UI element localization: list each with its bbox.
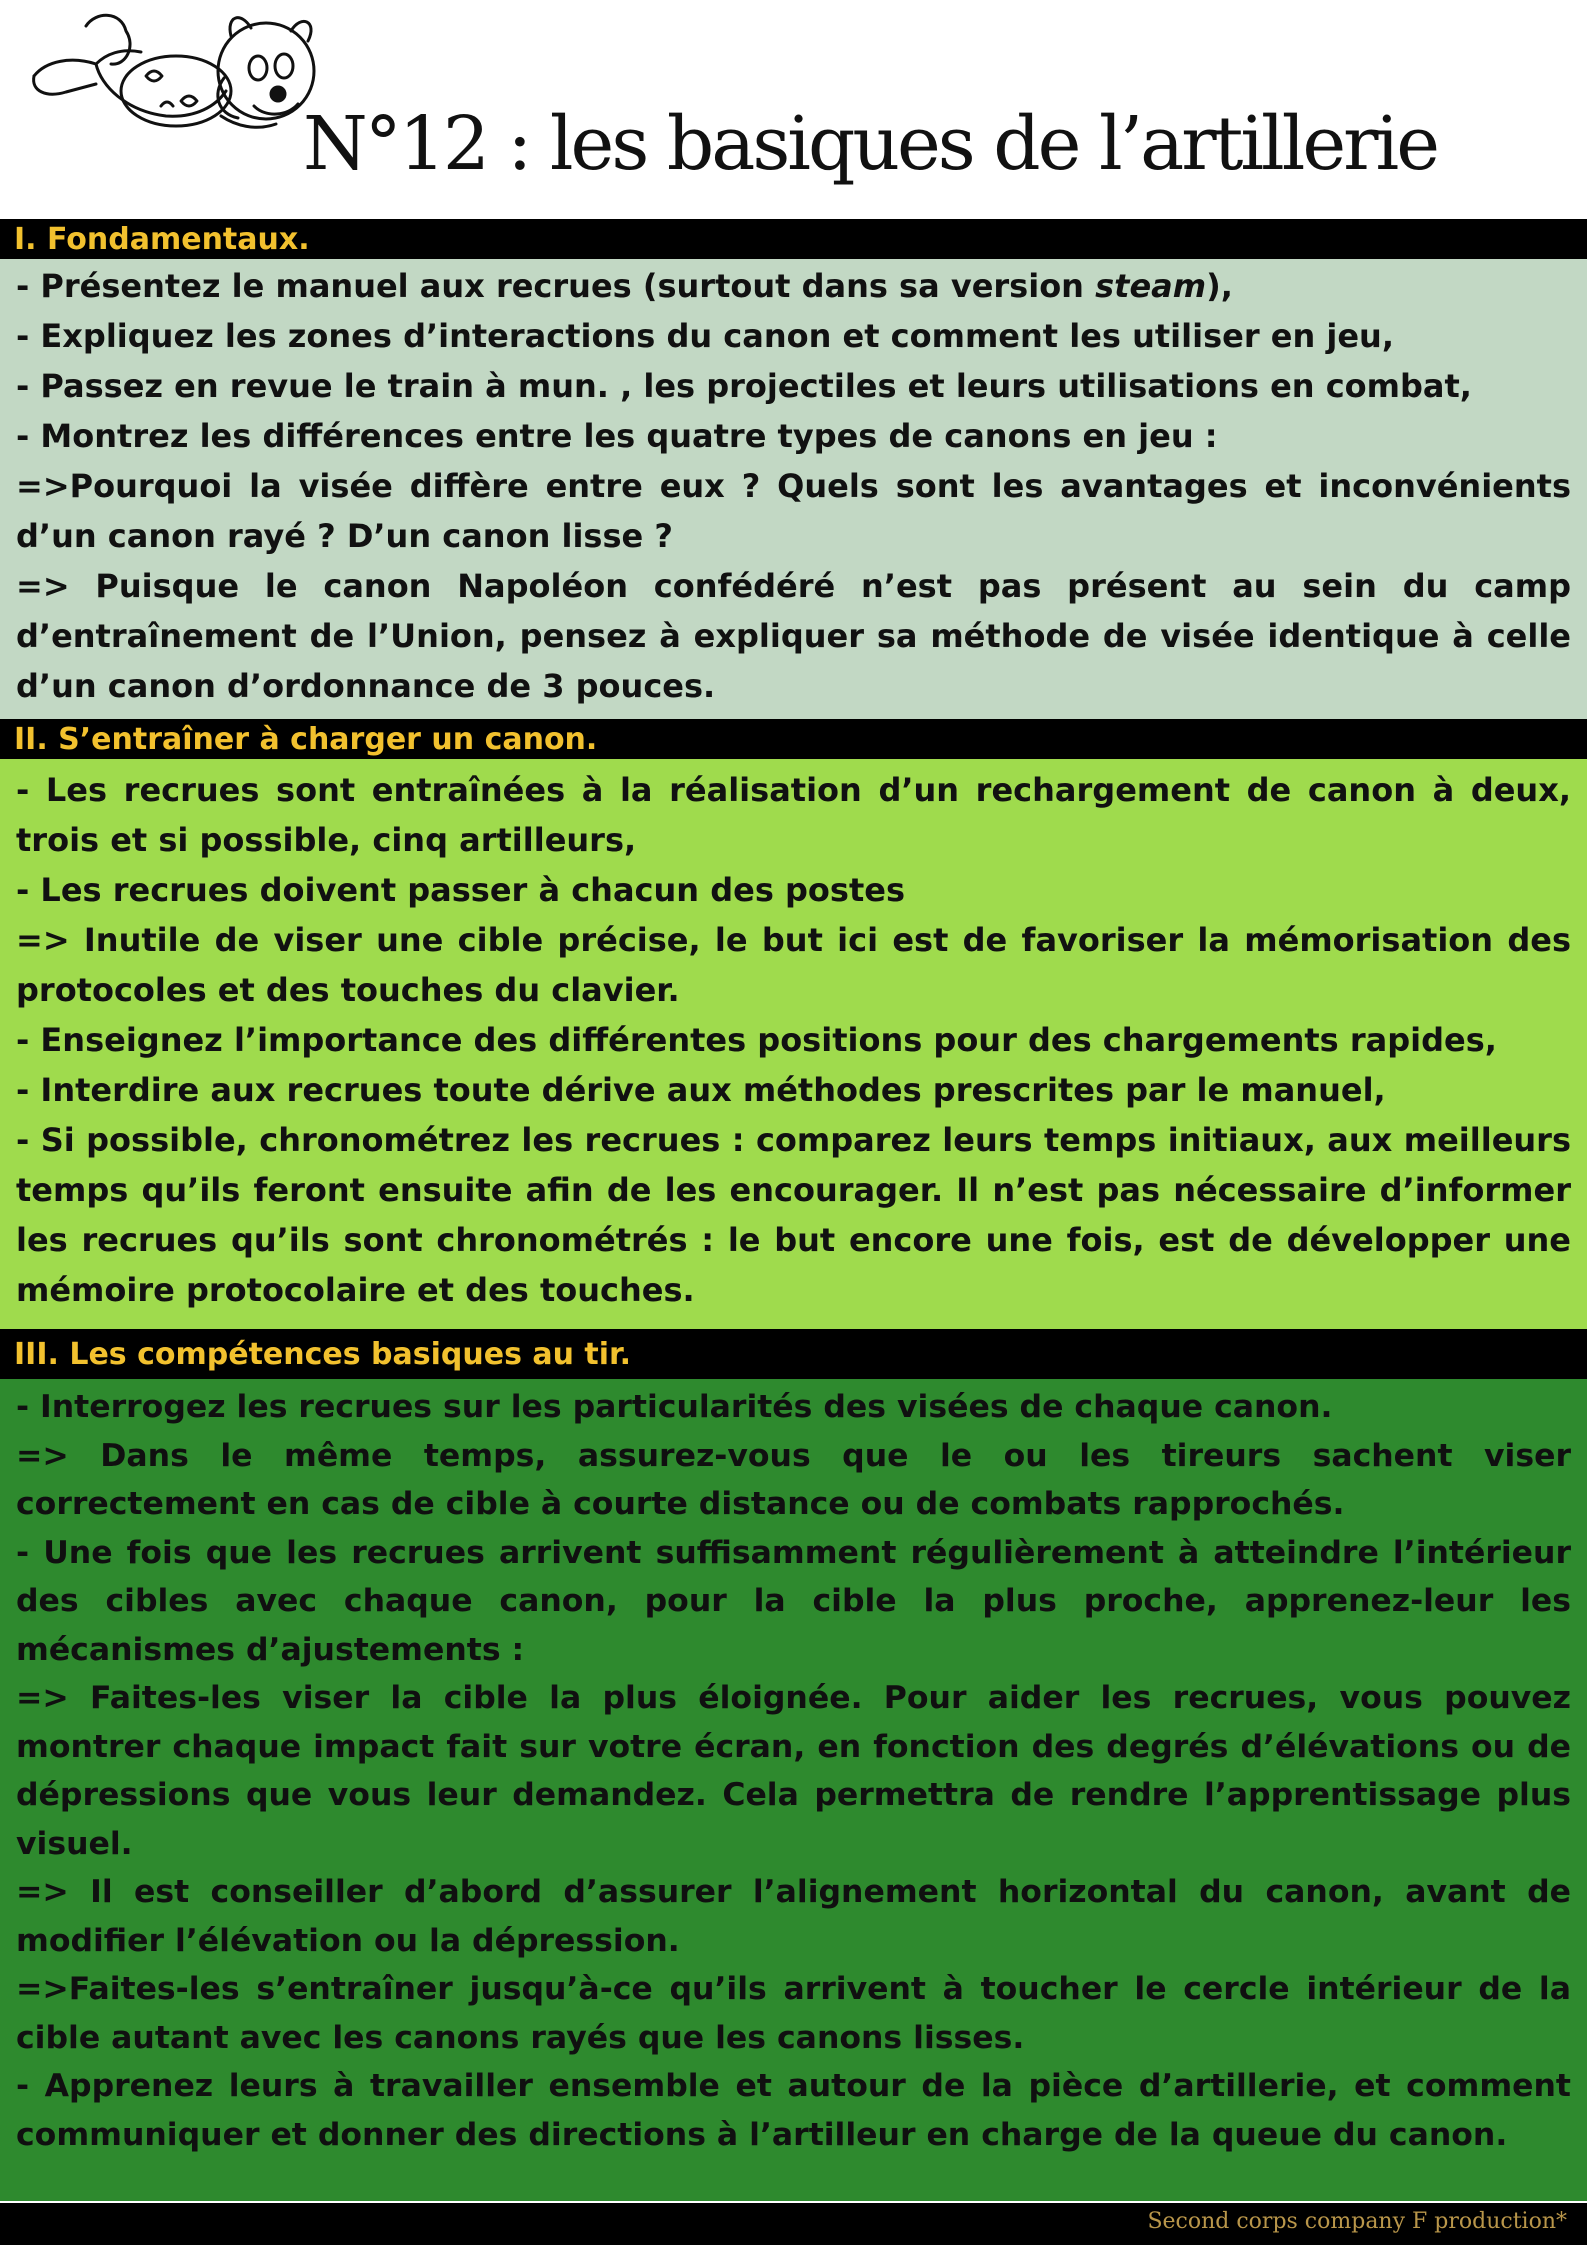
- bullet-line: => Puisque le canon Napoléon confédéré n’est pas présent au sein du camp d’entraînement de l’Union, pensez à expliquer sa méthode de visée identique à celle d’un canon d’ordonnance de 3 pouces.: [16, 567, 1571, 705]
- bullet-line: - Montrez les différences entre les quatre types de canons en jeu :: [16, 417, 1218, 455]
- page-header: [0, 0, 1587, 220]
- page-footer: [0, 2203, 1587, 2245]
- bullet-line: =>Pourquoi la visée diffère entre eux ? Quels sont les avantages et inconvénients d’un canon rayé ? D’un canon lisse ?: [16, 467, 1571, 555]
- bullet-line: - Passez en revue le train à mun. , les projectiles et leurs utilisations en combat,: [16, 367, 1472, 405]
- bullet-line: - Une fois que les recrues arrivent suffisamment régulièrement à atteindre l’intérieur des cibles avec chaque canon, pour la cible la plus proche, apprenez-leur les mécanismes d’ajustements :: [16, 1534, 1571, 1668]
- bullet-line: => Faites-les viser la cible la plus éloignée. Pour aider les recrues, vous pouvez montrer chaque impact fait sur votre écran, en fonction des degrés d’élévations ou de dépressions que vous leur demandez. Cela permettra de rendre l’apprentissage plus visuel.: [16, 1680, 1571, 1862]
- section-body: [0, 1379, 1587, 2201]
- bullet-line: - Les recrues sont entraînées à la réalisation d’un rechargement de canon à deux, trois et si possible, cinq artilleurs,: [16, 771, 1571, 859]
- section-body: [0, 259, 1587, 719]
- bullet-line: => Dans le même temps, assurez-vous que le ou les tireurs sachent viser correctement en cas de cible à courte distance ou de combats rapprochés.: [16, 1437, 1571, 1522]
- section-chargement: [0, 719, 1587, 1329]
- bullet-line: - Les recrues doivent passer à chacun des postes: [16, 871, 905, 909]
- bullet-line: - Si possible, chronométrez les recrues : comparez leurs temps initiaux, aux meilleurs temps qu’ils feront ensuite afin de les encourager. Il n’est pas nécessaire d’informer les recrues qu’ils sont chronométrés : le but encore une fois, est de développer une mémoire protocolaire et des touches.: [16, 1121, 1571, 1309]
- bullet-line: => Inutile de viser une cible précise, le but ici est de favoriser la mémorisation des protocoles et des touches du clavier.: [16, 921, 1571, 1009]
- section-tir: [0, 1329, 1587, 2201]
- bullet-line: - Enseignez l’importance des différentes positions pour des chargements rapides,: [16, 1021, 1497, 1059]
- bullet-line: =>Faites-les s’entraîner jusqu’à-ce qu’ils arrivent à toucher le cercle intérieur de la cible autant avec les canons rayés que les canons lisses.: [16, 1971, 1571, 2056]
- bullet-line: => Il est conseiller d’abord d’assurer l’alignement horizontal du canon, avant de modifier l’élévation ou la dépression.: [16, 1874, 1571, 1959]
- bullet-line: - Expliquez les zones d’interactions du canon et comment les utiliser en jeu,: [16, 317, 1394, 355]
- bullet-line: - Interrogez les recrues sur les particularités des visées de chaque canon.: [16, 1389, 1333, 1425]
- footer-credit: Second corps company F production*: [1147, 2209, 1567, 2234]
- section-heading: II. S’entraîner à charger un canon.: [0, 719, 1587, 759]
- section-fondamentaux: [0, 219, 1587, 719]
- section-body: [0, 759, 1587, 1329]
- bullet-line: - Présentez le manuel aux recrues (surtout dans sa version steam),: [16, 267, 1233, 305]
- bullet-line: - Interdire aux recrues toute dérive aux méthodes prescrites par le manuel,: [16, 1071, 1386, 1109]
- page-title: N°12 : les basiques de l’artillerie: [302, 101, 1438, 187]
- bullet-line: - Apprenez leurs à travailler ensemble et autour de la pièce d’artillerie, et comment communiquer et donner des directions à l’artilleur en charge de la queue du canon.: [16, 2068, 1571, 2153]
- section-heading: III. Les compétences basiques au tir.: [0, 1329, 1587, 1379]
- emphasis-steam: steam: [1095, 267, 1207, 305]
- section-heading: I. Fondamentaux.: [0, 219, 1587, 259]
